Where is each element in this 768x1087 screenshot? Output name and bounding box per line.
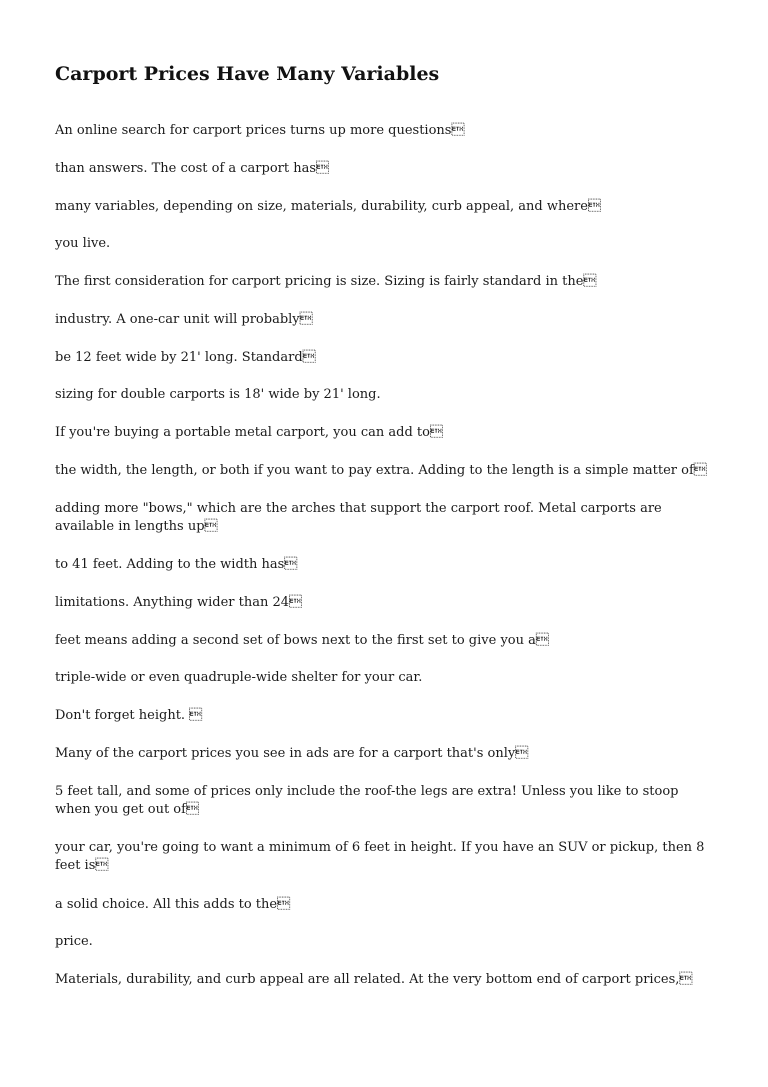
paragraph: triple-wide or even quadruple-wide shelter for your car. bbox=[55, 670, 423, 685]
paragraph: 5 feet tall, and some of prices only include the roof-the legs are extra! Unless you like to stoop when you get out of bbox=[55, 784, 679, 817]
paragraph: than answers. The cost of a carport has bbox=[55, 161, 330, 176]
paragraph: Don't forget height.  bbox=[55, 708, 203, 723]
paragraph: price. bbox=[55, 934, 93, 949]
paragraph: adding more "bows," which are the arches that support the carport roof. Metal carports are available in lengths up bbox=[55, 501, 662, 534]
paragraph: to 41 feet. Adding to the width has bbox=[55, 557, 298, 572]
paragraph: sizing for double carports is 18' wide by 21' long. bbox=[55, 387, 381, 402]
paragraph: Many of the carport prices you see in ads are for a carport that's only bbox=[55, 746, 529, 761]
document-title: Carport Prices Have Many Variables bbox=[55, 63, 440, 85]
paragraph: limitations. Anything wider than 24 bbox=[55, 595, 303, 610]
paragraph: An online search for carport prices turns up more questions bbox=[55, 123, 465, 138]
paragraph: The first consideration for carport pricing is size. Sizing is fairly standard in the bbox=[55, 274, 597, 289]
paragraph: many variables, depending on size, materials, durability, curb appeal, and where bbox=[55, 199, 601, 214]
paragraph: If you're buying a portable metal carport, you can add to bbox=[55, 425, 443, 440]
paragraph: the width, the length, or both if you want to pay extra. Adding to the length is a simple matter of bbox=[55, 463, 707, 478]
paragraph: feet means adding a second set of bows next to the first set to give you a bbox=[55, 633, 549, 648]
paragraph: a solid choice. All this adds to the bbox=[55, 897, 291, 912]
paragraph: you live. bbox=[55, 236, 111, 251]
paragraph: industry. A one-car unit will probably bbox=[55, 312, 313, 327]
paragraph: Materials, durability, and curb appeal are all related. At the very bottom end of carport prices, bbox=[55, 972, 693, 987]
paragraph: your car, you're going to want a minimum of 6 feet in height. If you have an SUV or pickup, then 8 feet is bbox=[55, 840, 705, 873]
paragraph: be 12 feet wide by 21' long. Standard bbox=[55, 350, 316, 365]
